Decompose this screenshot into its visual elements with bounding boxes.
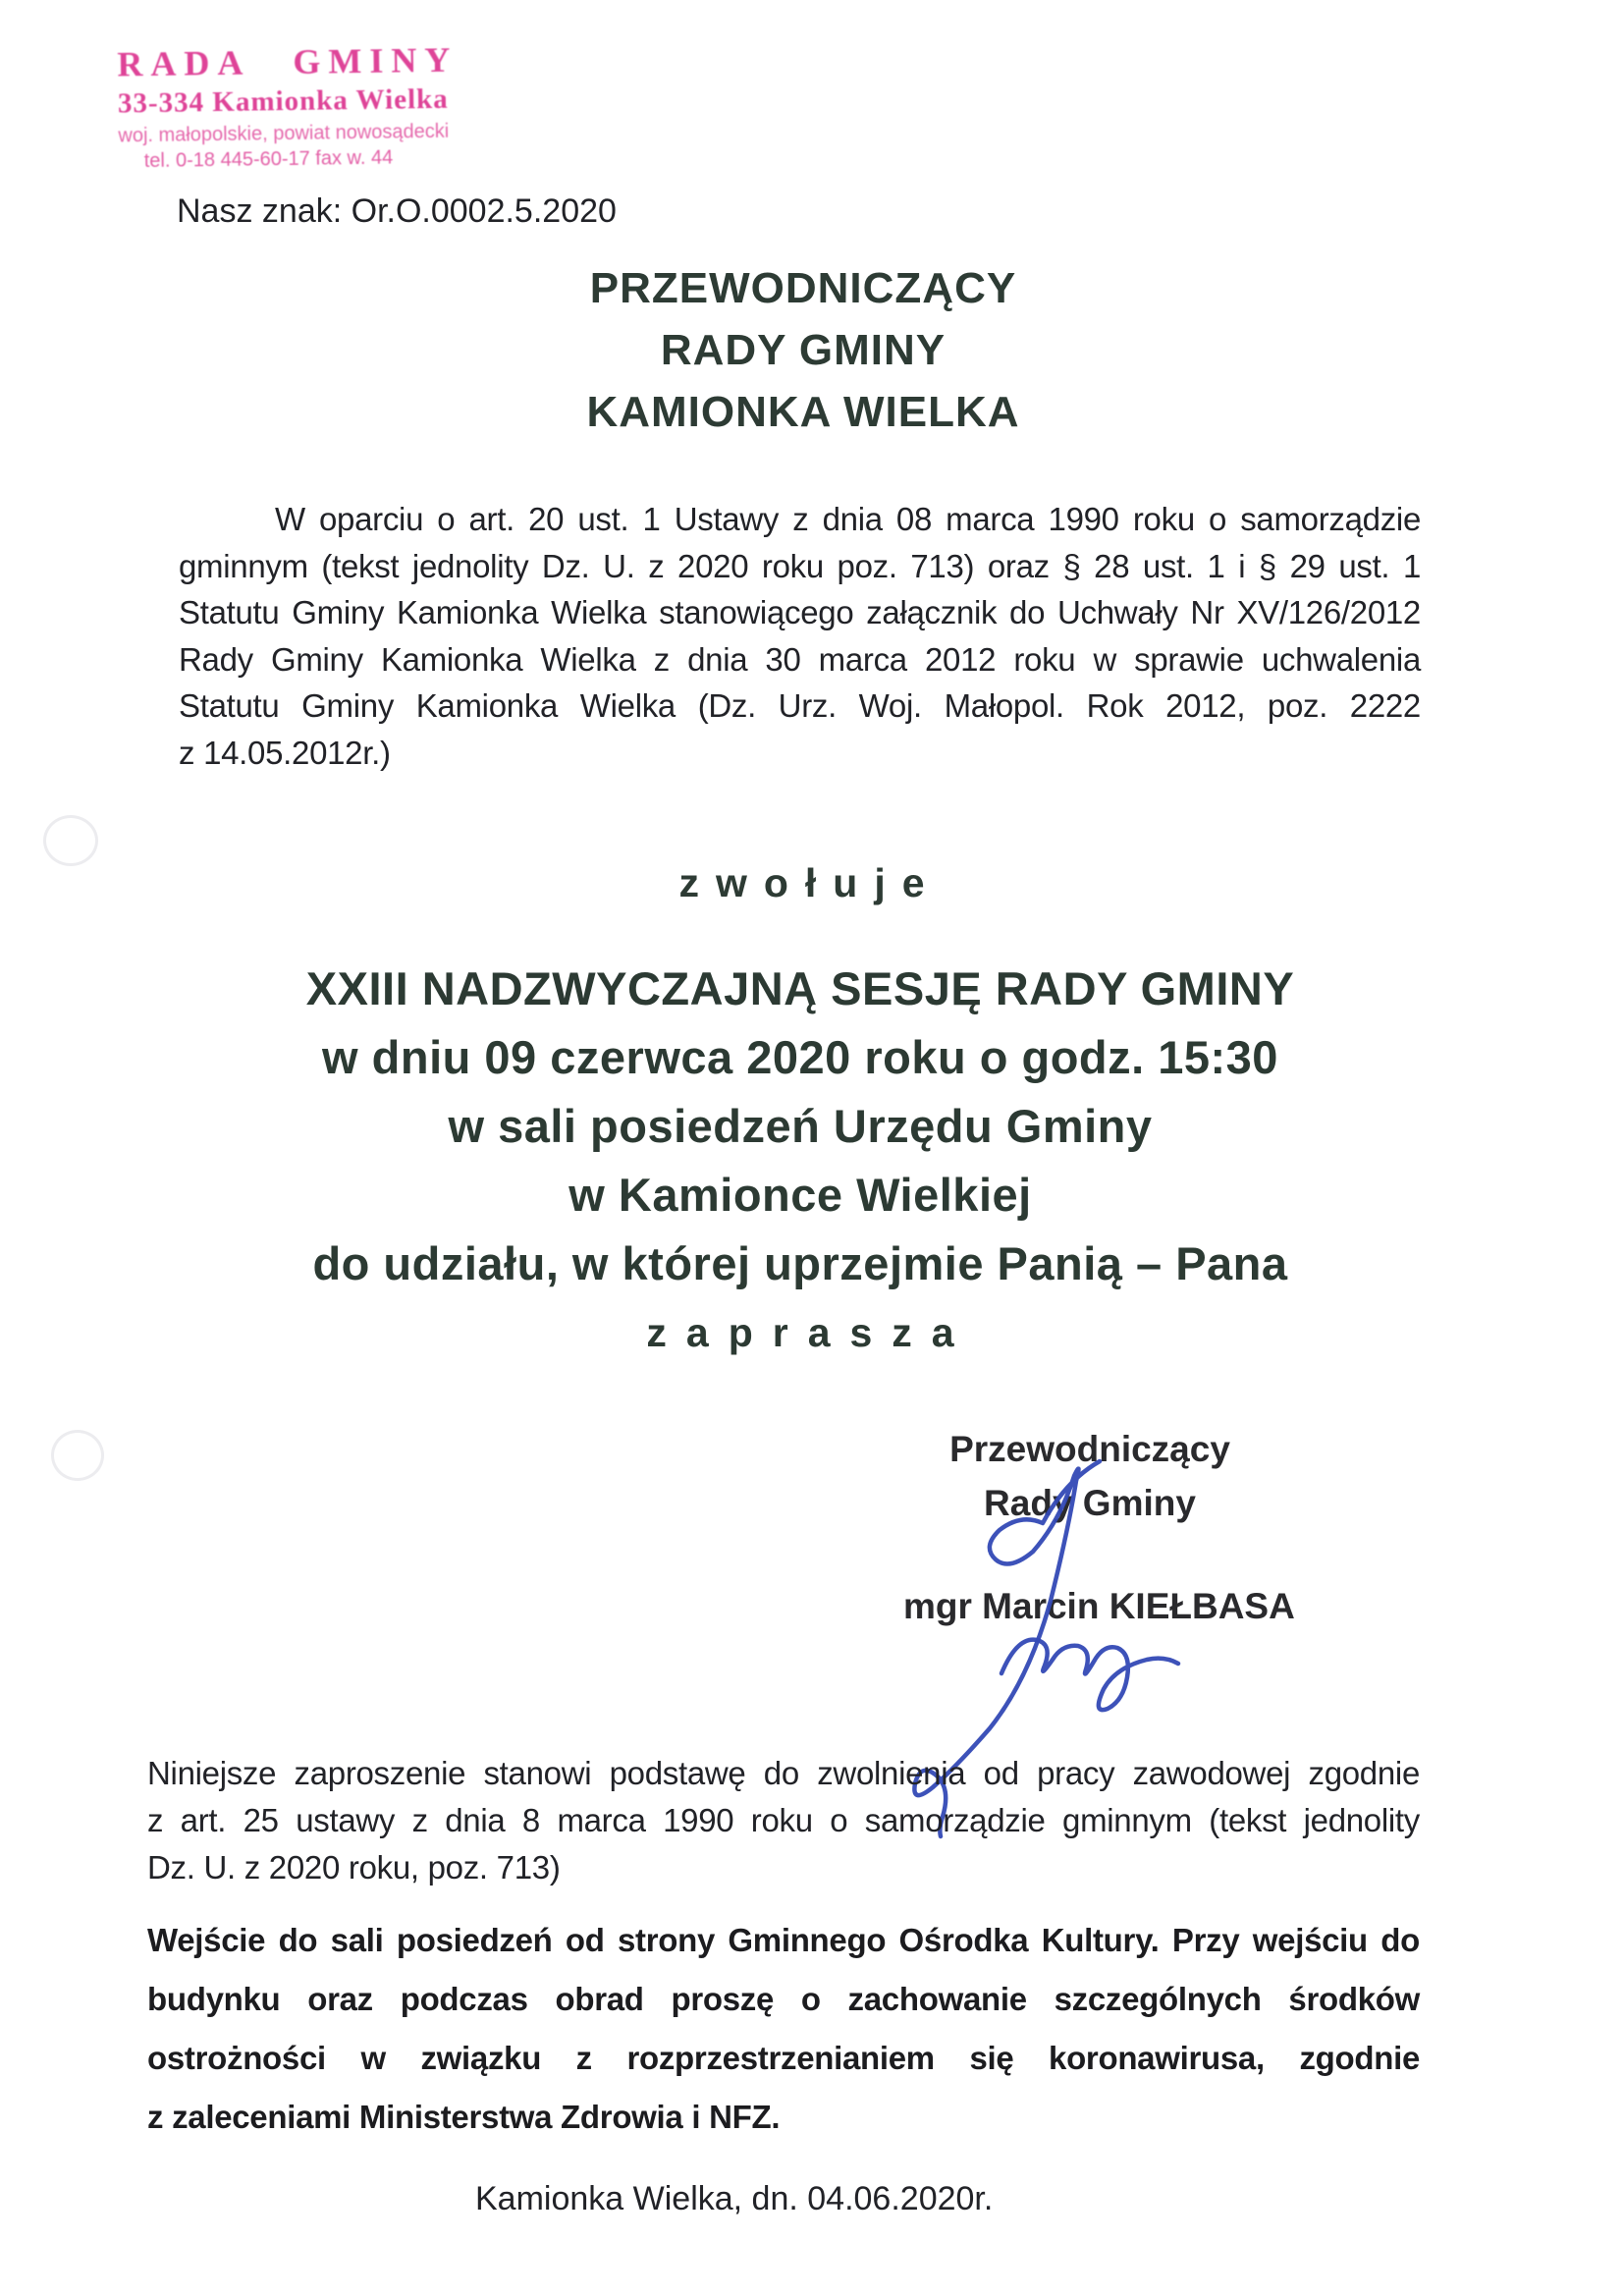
legal-basis-line: Rady Gminy Kamionka Wielka z dnia 30 marca 2012 roku w sprawie uchwalenia bbox=[179, 640, 1421, 678]
session-invitation: do udziału, w której uprzejmie Panią – Pana bbox=[312, 1237, 1288, 1289]
letterhead-line3: KAMIONKA WIELKA bbox=[586, 388, 1020, 436]
stamp-phone: tel. 0-18 445-60-17 fax w. 44 bbox=[143, 146, 394, 173]
signer-title-line2: Rady Gminy bbox=[984, 1483, 1196, 1523]
session-venue: w sali posiedzeń Urzędu Gminy bbox=[448, 1100, 1153, 1152]
leave-note-line: z art. 25 ustawy z dnia 8 marca 1990 roku o samorządzie gminnym (tekst jednolity bbox=[147, 1802, 1420, 1838]
punch-hole-mark-top bbox=[43, 815, 98, 866]
session-locality: w Kamionce Wielkiej bbox=[568, 1169, 1032, 1221]
leave-entitlement-paragraph bbox=[147, 1750, 1420, 1891]
covid-notice-paragraph bbox=[147, 1911, 1420, 2147]
stamp-org-name: RADA GMINY bbox=[117, 39, 459, 84]
session-title: XXIII NADZWYCZAJNĄ SESJĘ RADY GMINY bbox=[305, 962, 1295, 1014]
place-and-date: Kamionka Wielka, dn. 04.06.2020r. bbox=[475, 2180, 994, 2217]
legal-basis-line: gminnym (tekst jednolity Dz. U. z 2020 roku poz. 713) oraz § 28 ust. 1 i § 29 ust. 1 bbox=[179, 547, 1421, 584]
legal-basis-line: W oparciu o art. 20 ust. 1 Ustawy z dnia 08 marca 1990 roku o samorządzie bbox=[275, 501, 1421, 537]
signer-title-line1: Przewodniczący bbox=[949, 1429, 1230, 1469]
signature-scrawl-stroke bbox=[1001, 1640, 1178, 1711]
punch-hole-mark-bottom bbox=[51, 1430, 104, 1481]
legal-basis-line: z 14.05.2012r.) bbox=[179, 734, 391, 771]
legal-basis-line: Statutu Gminy Kamionka Wielka stanowiącego załącznik do Uchwały Nr XV/126/2012 bbox=[179, 594, 1421, 630]
convene-word: zwołuje bbox=[678, 860, 942, 905]
signer-name: mgr Marcin KIEŁBASA bbox=[903, 1586, 1295, 1626]
reference-number: Nasz znak: Or.O.0002.5.2020 bbox=[177, 192, 617, 230]
stamp-address: 33-334 Kamionka Wielka bbox=[117, 82, 449, 120]
session-announcement bbox=[0, 955, 1600, 1367]
council-ink-stamp bbox=[117, 39, 460, 174]
leave-note-line: Niniejsze zaproszenie stanowi podstawę do zwolnienia od pracy zawodowej zgodnie bbox=[147, 1755, 1420, 1791]
leave-note-line: Dz. U. z 2020 roku, poz. 713) bbox=[147, 1849, 561, 1886]
session-datetime: w dniu 09 czerwca 2020 roku o godz. 15:30 bbox=[322, 1031, 1278, 1083]
covid-note-line: z zaleceniami Ministerstwa Zdrowia i NFZ. bbox=[147, 2099, 781, 2135]
covid-note-line: Wejście do sali posiedzeń od strony Gminnego Ośrodka Kultury. Przy wejściu do bbox=[147, 1922, 1420, 1958]
legal-basis-paragraph bbox=[179, 496, 1421, 776]
covid-note-line: budynku oraz podczas obrad proszę o zachowanie szczególnych środków bbox=[147, 1981, 1420, 2017]
stamp-region: woj. małopolskie, powiat nowosądecki bbox=[118, 120, 450, 147]
letterhead-line1: PRZEWODNICZĄCY bbox=[589, 264, 1017, 312]
letterhead-title bbox=[0, 257, 1606, 443]
covid-note-line: ostrożności w związku z rozprzestrzenianiem się koronawirusa, zgodnie bbox=[147, 2040, 1420, 2076]
letterhead-line2: RADY GMINY bbox=[660, 326, 947, 374]
session-invites-word: zaprasza bbox=[646, 1310, 974, 1355]
legal-basis-line: Statutu Gminy Kamionka Wielka (Dz. Urz. Woj. Małopol. Rok 2012, poz. 2222 bbox=[179, 687, 1421, 724]
